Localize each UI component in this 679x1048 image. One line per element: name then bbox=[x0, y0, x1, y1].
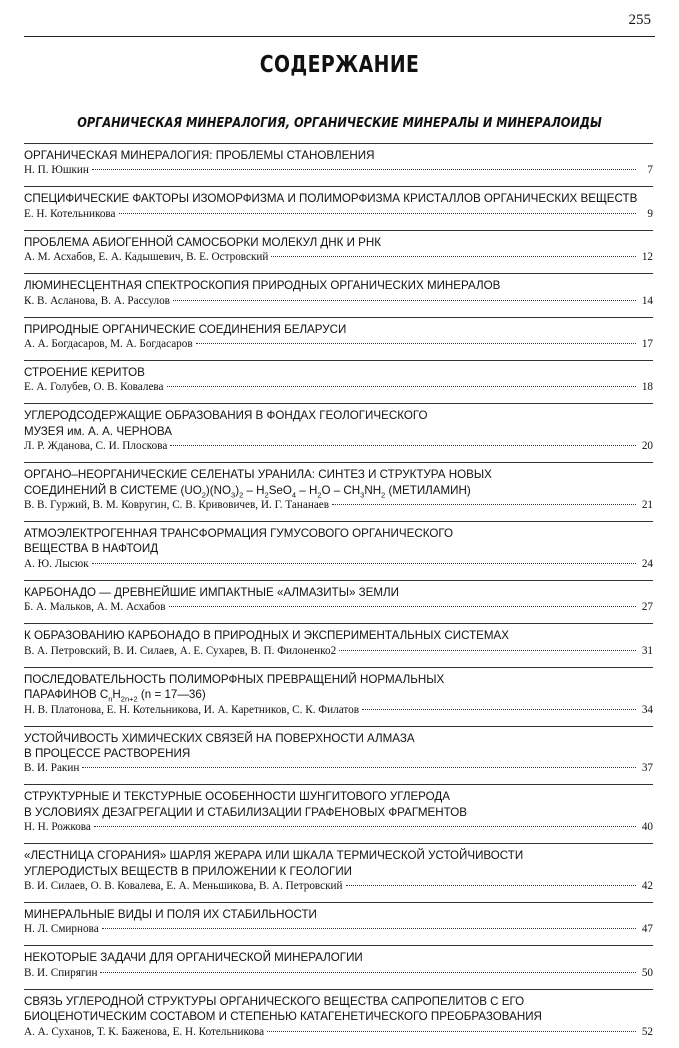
entry-title: К ОБРАЗОВАНИЮ КАРБОНАДО В ПРИРОДНЫХ И ЭКСПЕРИМЕНТАЛЬНЫХ СИСТЕМАХ bbox=[24, 629, 510, 643]
formula-text: NH bbox=[364, 483, 382, 497]
entry-author-line bbox=[24, 703, 653, 718]
dot-leader bbox=[169, 606, 636, 607]
entry-page-number[interactable]: 27 bbox=[641, 601, 653, 614]
entry-title: ЛЮМИНЕСЦЕНТНАЯ СПЕКТРОСКОПИЯ ПРИРОДНЫХ ОРГАНИЧЕСКИХ МИНЕРАЛОВ bbox=[24, 279, 501, 293]
header-rule bbox=[24, 36, 655, 37]
entry-authors: Н. Л. Смирнова bbox=[24, 923, 99, 936]
toc-entry[interactable] bbox=[24, 230, 653, 273]
entry-author-line bbox=[24, 820, 653, 835]
entry-title: УСТОЙЧИВОСТЬ ХИМИЧЕСКИХ СВЯЗЕЙ НА ПОВЕРХНОСТИ АЛМАЗА bbox=[24, 731, 415, 745]
entry-authors: В. В. Гуржий, В. М. Ковругин, С. В. Кривовичев, И. Г. Тананаев bbox=[24, 499, 330, 512]
formula-text: H bbox=[112, 688, 121, 702]
dot-leader bbox=[119, 213, 636, 214]
entry-page-number[interactable]: 17 bbox=[641, 338, 653, 351]
entry-title: НЕКОТОРЫЕ ЗАДАЧИ ДЛЯ ОРГАНИЧЕСКОЙ МИНЕРАЛОГИИ bbox=[24, 951, 363, 965]
entry-title: СТРОЕНИЕ КЕРИТОВ bbox=[24, 366, 145, 380]
section-heading: ОРГАНИЧЕСКАЯ МИНЕРАЛОГИЯ, ОРГАНИЧЕСКИЕ МИНЕРАЛЫ И МИНЕРАЛОИДЫ bbox=[77, 116, 602, 131]
entry-authors: Л. Р. Жданова, С. И. Плоскова bbox=[24, 440, 168, 453]
entry-authors: В. И. Спирягин bbox=[24, 966, 98, 979]
entry-author-line bbox=[24, 337, 653, 352]
toc-entry[interactable] bbox=[24, 945, 653, 988]
formula-subscript: n bbox=[108, 694, 113, 704]
formula-subscript: 3 bbox=[231, 489, 236, 499]
entry-authors: А. А. Богдасаров, М. А. Богдасаров bbox=[24, 338, 193, 351]
entry-title: КАРБОНАДО — ДРЕВНЕЙШИЕ ИМПАКТНЫЕ «АЛМАЗИТЫ» ЗЕМЛИ bbox=[24, 585, 399, 599]
formula-subscript: 2 bbox=[239, 489, 244, 499]
entry-title-continued: В ПРОЦЕССЕ РАСТВОРЕНИЯ bbox=[24, 746, 191, 760]
toc-entry[interactable] bbox=[24, 902, 653, 945]
entry-author-line bbox=[24, 250, 653, 265]
entry-title: МИНЕРАЛЬНЫЕ ВИДЫ И ПОЛЯ ИХ СТАБИЛЬНОСТИ bbox=[24, 907, 317, 921]
entry-authors: Б. А. Мальков, А. М. Асхабов bbox=[24, 601, 166, 614]
entry-page-number[interactable]: 24 bbox=[641, 557, 653, 570]
entry-page-number[interactable]: 42 bbox=[641, 879, 653, 892]
entry-author-line bbox=[24, 1025, 653, 1040]
entry-author-line bbox=[24, 922, 653, 937]
entry-page-number[interactable]: 7 bbox=[647, 164, 653, 177]
toc-entry[interactable] bbox=[24, 726, 653, 785]
entry-author-line bbox=[24, 439, 653, 454]
entry-author-line bbox=[24, 380, 653, 395]
entry-page-number[interactable]: 18 bbox=[641, 381, 653, 394]
toc-entry[interactable] bbox=[24, 667, 653, 726]
dot-leader bbox=[332, 504, 636, 505]
entry-page-number[interactable]: 50 bbox=[641, 966, 653, 979]
entry-page-number[interactable]: 47 bbox=[641, 923, 653, 936]
dot-leader bbox=[94, 826, 636, 827]
entry-page-number[interactable]: 21 bbox=[641, 499, 653, 512]
entry-author-line bbox=[24, 498, 653, 513]
entry-title-continued: МУЗЕЯ им. А. А. ЧЕРНОВА bbox=[24, 424, 173, 438]
entry-authors: В. А. Петровский, В. И. Силаев, А. Е. Сухарев, В. П. Филоненко2 bbox=[24, 644, 337, 657]
entry-title: ОРГАНО–НЕОРГАНИЧЕСКИЕ СЕЛЕНАТЫ УРАНИЛА: СИНТЕЗ И СТРУКТУРА НОВЫХ bbox=[24, 468, 492, 482]
entry-title: ПРОБЛЕМА АБИОГЕННОЙ САМОСБОРКИ МОЛЕКУЛ ДНК И РНК bbox=[24, 235, 382, 249]
toc-entry[interactable] bbox=[24, 784, 653, 843]
page-title: СОДЕРЖАНИЕ bbox=[259, 52, 420, 78]
dot-leader bbox=[167, 386, 636, 387]
entry-author-line bbox=[24, 557, 653, 572]
entry-title: АТМОЭЛЕКТРОГЕННАЯ ТРАНСФОРМАЦИЯ ГУМУСОВОГО ОРГАНИЧЕСКОГО bbox=[24, 527, 453, 541]
entry-authors: А. А. Суханов, Т. К. Баженова, Е. Н. Котельникова bbox=[24, 1025, 265, 1038]
entry-author-line bbox=[24, 600, 653, 615]
formula-text: ПАРАФИНОВ C bbox=[24, 688, 109, 702]
entry-page-number[interactable]: 20 bbox=[641, 440, 653, 453]
dot-leader bbox=[100, 972, 636, 973]
entry-author-line bbox=[24, 761, 653, 776]
toc-entry[interactable] bbox=[24, 143, 653, 186]
toc-entry[interactable] bbox=[24, 989, 653, 1048]
page-number: 255 bbox=[628, 12, 651, 28]
formula-subscript: 2 bbox=[264, 489, 269, 499]
formula-subscript: 4 bbox=[291, 489, 297, 499]
entry-title: СПЕЦИФИЧЕСКИЕ ФАКТОРЫ ИЗОМОРФИЗМА И ПОЛИМОРФИЗМА КРИСТАЛЛОВ ОРГАНИЧЕСКИХ ВЕЩЕСТВ bbox=[24, 192, 638, 206]
toc-entry[interactable] bbox=[24, 462, 653, 521]
toc-entry[interactable] bbox=[24, 521, 653, 580]
entry-authors: Е. А. Голубев, О. В. Ковалева bbox=[24, 381, 164, 394]
entry-paraffin-line bbox=[24, 687, 653, 702]
entry-title-continued: БИОЦЕНОТИЧЕСКИМ СОСТАВОМ И СТЕПЕНЬЮ КАТАГЕНЕТИЧЕСКОГО ПРЕОБРАЗОВАНИЯ bbox=[24, 1010, 542, 1024]
dot-leader bbox=[196, 343, 636, 344]
dot-leader bbox=[170, 445, 636, 446]
entry-title: ПРИРОДНЫЕ ОРГАНИЧЕСКИЕ СОЕДИНЕНИЯ БЕЛАРУСИ bbox=[24, 322, 347, 336]
entry-title: «ЛЕСТНИЦА СГОРАНИЯ» ШАРЛЯ ЖЕРАРА ИЛИ ШКАЛА ТЕРМИЧЕСКОЙ УСТОЙЧИВОСТИ bbox=[24, 849, 524, 863]
entry-author-line bbox=[24, 207, 653, 222]
toc-entry[interactable] bbox=[24, 623, 653, 666]
entry-authors: Н. Н. Рожкова bbox=[24, 821, 91, 834]
entry-author-line bbox=[24, 294, 653, 309]
entry-authors: К. В. Асланова, В. А. Рассулов bbox=[24, 294, 170, 307]
entry-title: УГЛЕРОДСОДЕРЖАЩИЕ ОБРАЗОВАНИЯ В ФОНДАХ ГЕОЛОГИЧЕСКОГО bbox=[24, 409, 428, 423]
formula-text: – H bbox=[296, 483, 318, 497]
entry-page-number[interactable]: 34 bbox=[641, 703, 653, 716]
formula-subscript: 2 bbox=[381, 489, 386, 499]
entry-author-line bbox=[24, 966, 653, 981]
toc-entry[interactable] bbox=[24, 580, 653, 623]
dot-leader bbox=[346, 885, 636, 886]
table-of-contents bbox=[24, 143, 653, 1048]
formula-subscript: 3 bbox=[360, 489, 365, 499]
entry-title-continued: В УСЛОВИЯХ ДЕЗАГРЕГАЦИИ И СТАБИЛИЗАЦИИ ГРАФЕНОВЫХ ФРАГМЕНТОВ bbox=[24, 805, 467, 819]
dot-leader bbox=[271, 256, 636, 257]
dot-leader bbox=[362, 709, 636, 710]
formula-subscript: 2 bbox=[317, 489, 322, 499]
toc-entry[interactable] bbox=[24, 843, 653, 902]
formula-text: SeO bbox=[268, 483, 292, 497]
formula-text: ) bbox=[235, 483, 240, 497]
entry-authors: Е. Н. Котельникова bbox=[24, 207, 116, 220]
entry-title-continued: ВЕЩЕСТВА В НАФТОИД bbox=[24, 542, 159, 556]
entry-page-number[interactable]: 12 bbox=[641, 251, 653, 264]
entry-page-number[interactable]: 9 bbox=[647, 207, 653, 220]
entry-authors: А. М. Асхабов, Е. А. Кадышевич, В. Е. Островский bbox=[24, 251, 269, 264]
entry-page-number[interactable]: 52 bbox=[641, 1025, 653, 1038]
formula-text: (n = 17—36) bbox=[137, 688, 206, 702]
entry-authors: В. И. Ракин bbox=[24, 762, 80, 775]
formula-text: (МЕТИЛАМИН) bbox=[385, 483, 471, 497]
formula-subscript: 2n+2 bbox=[120, 694, 138, 704]
formula-text: O – CH bbox=[321, 483, 361, 497]
entry-page-number[interactable]: 31 bbox=[641, 644, 653, 657]
dot-leader bbox=[92, 563, 636, 564]
entry-title: СВЯЗЬ УГЛЕРОДНОЙ СТРУКТУРЫ ОРГАНИЧЕСКОГО ВЕЩЕСТВА САПРОПЕЛИТОВ С ЕГО bbox=[24, 994, 525, 1008]
dot-leader bbox=[267, 1031, 636, 1032]
entry-author-line bbox=[24, 644, 653, 659]
entry-authors: А. Ю. Лысюк bbox=[24, 557, 89, 570]
dot-leader bbox=[102, 928, 636, 929]
formula-subscript: 2 bbox=[201, 489, 206, 499]
formula-text: СОЕДИНЕНИЙ В СИСТЕМЕ (UO bbox=[24, 483, 202, 497]
toc-entry[interactable] bbox=[24, 403, 653, 462]
dot-leader bbox=[339, 650, 636, 651]
toc-entry[interactable] bbox=[24, 186, 653, 229]
dot-leader bbox=[173, 300, 636, 301]
entry-page-number[interactable]: 37 bbox=[641, 762, 653, 775]
entry-title: ОРГАНИЧЕСКАЯ МИНЕРАЛОГИЯ: ПРОБЛЕМЫ СТАНОВЛЕНИЯ bbox=[24, 149, 375, 162]
dot-leader bbox=[92, 169, 636, 170]
entry-authors: Н. В. Платонова, Е. Н. Котельникова, И. А. Каретников, С. К. Филатов bbox=[24, 703, 359, 716]
entry-title: ПОСЛЕДОВАТЕЛЬНОСТЬ ПОЛИМОРФНЫХ ПРЕВРАЩЕНИЙ НОРМАЛЬНЫХ bbox=[24, 672, 445, 686]
entry-authors: В. И. Силаев, О. В. Ковалева, Е. А. Меньшикова, В. А. Петровский bbox=[24, 879, 343, 892]
formula-text: )(NO bbox=[205, 483, 232, 497]
entry-title: СТРУКТУРНЫЕ И ТЕКСТУРНЫЕ ОСОБЕННОСТИ ШУНГИТОВОГО УГЛЕРОДА bbox=[24, 790, 451, 804]
dot-leader bbox=[82, 767, 636, 768]
toc-entry[interactable] bbox=[24, 317, 653, 360]
entry-page-number[interactable]: 40 bbox=[641, 821, 653, 834]
entry-formula-line bbox=[24, 483, 653, 498]
toc-entry[interactable] bbox=[24, 273, 653, 316]
entry-author-line bbox=[24, 879, 653, 894]
formula-text: – H bbox=[243, 483, 265, 497]
entry-title-continued: УГЛЕРОДИСТЫХ ВЕЩЕСТВ В ПРИЛОЖЕНИИ К ГЕОЛОГИИ bbox=[24, 864, 353, 878]
entry-authors: Н. П. Юшкин bbox=[24, 164, 89, 177]
entry-author-line bbox=[24, 163, 653, 178]
entry-page-number[interactable]: 14 bbox=[641, 294, 653, 307]
toc-entry[interactable] bbox=[24, 360, 653, 403]
